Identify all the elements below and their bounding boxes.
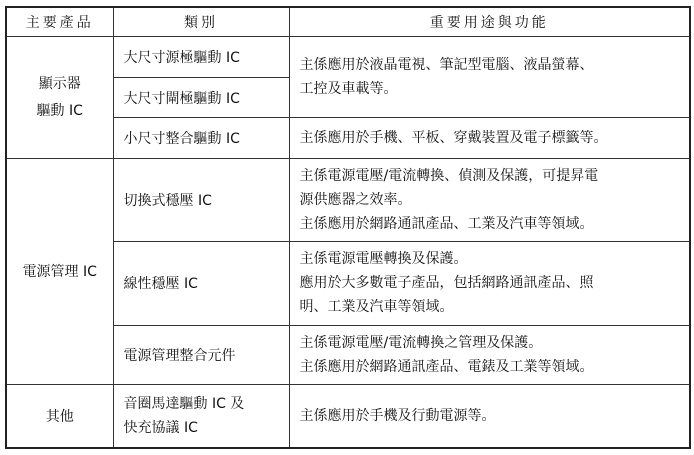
- header-product: 主要產品: [6, 7, 113, 37]
- category-switching: 切換式穩壓 IC: [113, 158, 289, 241]
- product-power: 電源管理 IC: [6, 158, 113, 384]
- table-row: [6, 37, 690, 78]
- category-linear: 線性穩壓 IC: [113, 241, 289, 325]
- table-row: [6, 385, 690, 448]
- usage-power-integrated: 主係電源電壓/電流轉換之管理及保護。 主係應用於網路通訊產品、電錶及工業等領域。: [289, 325, 690, 384]
- category-power-integrated: 電源管理整合元件: [113, 325, 289, 384]
- header-usage: 重要用途與功能: [289, 7, 690, 37]
- category-small-integrated: 小尺寸整合驅動 IC: [113, 117, 289, 158]
- usage-small-integrated: 主係應用於手機、平板、穿戴裝置及電子標籤等。: [289, 117, 690, 158]
- header-row: [6, 7, 690, 37]
- product-table: [5, 6, 691, 449]
- category-large-source: 大尺寸源極驅動 IC: [113, 37, 289, 78]
- table-row: [6, 158, 690, 241]
- usage-large-driver: 主係應用於液晶電視、筆記型電腦、液晶螢幕、 工控及車載等。: [289, 37, 690, 118]
- usage-switching: 主係電源電壓/電流轉換、偵測及保護，可提昇電 源供應器之效率。 主係應用於網路通訊產品、工業及汽車等領域。: [289, 158, 690, 241]
- product-display: 顯示器 驅動 IC: [6, 37, 113, 159]
- product-other: 其他: [6, 385, 113, 448]
- usage-other: 主係應用於手機及行動電源等。: [289, 385, 690, 448]
- category-large-gate: 大尺寸閘極驅動 IC: [113, 78, 289, 118]
- header-category: 類別: [113, 7, 289, 37]
- category-other: 音圈馬達驅動 IC 及 快充協議 IC: [113, 385, 289, 448]
- usage-linear: 主係電源電壓轉換及保護。 應用於大多數電子產品，包括網路通訊產品、照 明、工業及汽車等領域。: [289, 241, 690, 325]
